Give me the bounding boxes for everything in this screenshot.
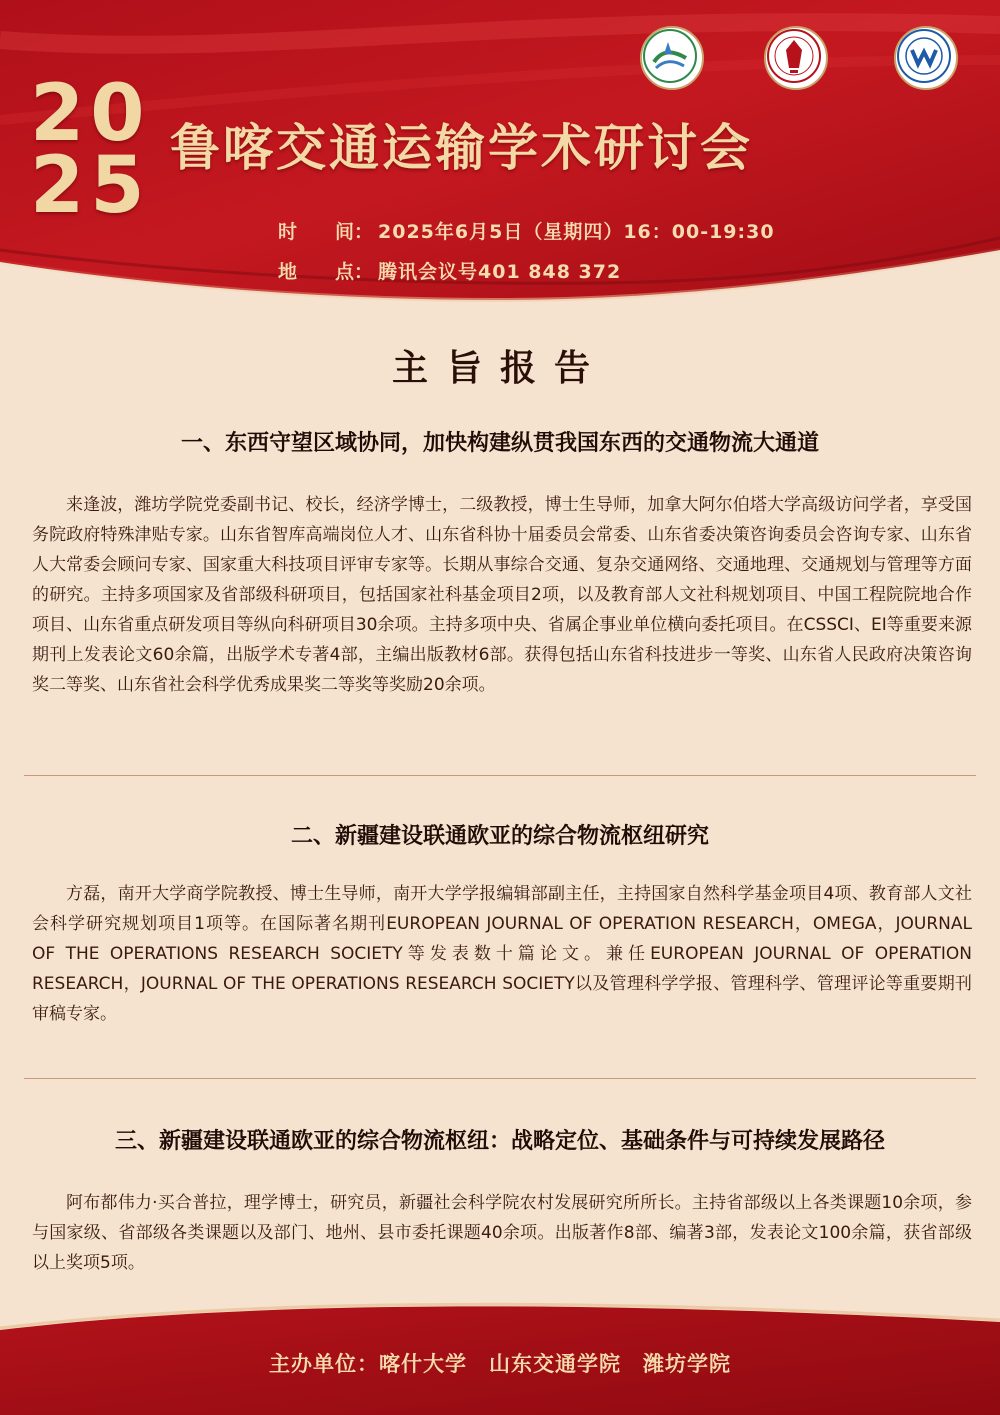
section-title: 主旨报告 bbox=[391, 348, 608, 389]
report-3-body: 阿布都伟力·买合普拉，理学博士，研究员，新疆社会科学院农村发展研究所所长。主持省部级以上各类课题10余项，参与国家级、省部级各类课题以及部门、地州、县市委托课题40余项。出版著作8部、编著3部，发表论文100余篇，获省部级以上奖项5项。 bbox=[32, 1193, 972, 1273]
logo-group bbox=[640, 26, 970, 96]
shandong-jiaotong-university-logo bbox=[764, 26, 828, 90]
kashi-university-logo bbox=[640, 26, 704, 90]
conference-year: 20 25 bbox=[30, 69, 151, 231]
time-value: 2025年6月5日（星期四）16：00-19:30 bbox=[378, 221, 775, 243]
meeting-time bbox=[278, 217, 775, 244]
report-2-body: 方磊，南开大学商学院教授、博士生导师，南开大学学报编辑部副主任，主持国家自然科学基金项目4项、教育部人文社会科学研究规划项目1项等。在国际著名期刊EUROPEAN JOURNAL OF OPERATION RESEARCH，OMEGA，JOURNAL OF THE OPERATIONS RESEARCH SOCIETY等发表数十篇论文。兼任EUROPEAN JOURNAL OF OPERATION RESEARCH，JOURNAL OF THE OPERATIONS RESEARCH SOCIETY以及管理科学学报、管理科学、管理评论等重要期刊审稿专家。 bbox=[32, 884, 972, 1024]
conference-title: 鲁喀交通运输学术研讨会 bbox=[170, 119, 753, 177]
report-1-body: 来逢波，潍坊学院党委副书记、校长，经济学博士，二级教授，博士生导师，加拿大阿尔伯塔大学高级访问学者，享受国务院政府特殊津贴专家。山东省智库高端岗位人才、山东省科协十届委员会常委、山东省委决策咨询委员会咨询专家、山东省人大常委会顾问专家、国家重大科技项目评审专家等。长期从事综合交通、复杂交通网络、交通地理、交通规划与管理等方面的研究。主持多项国家及省部级科研项目，包括国家社科基金项目2项，以及教育部人文社科规划项目、中国工程院院地合作项目、山东省重点研发项目等纵向科研项目30余项。主持多项中央、省属企事业单位横向委托项目。在CSSCI、EI等重要来源期刊上发表论文60余篇，出版学术专著4部，主编出版教材6部。获得包括山东省科技进步一等奖、山东省人民政府决策咨询奖二等奖、山东省社会科学优秀成果奖二等奖等奖励20余项。 bbox=[32, 495, 972, 695]
report-3-title: 三、新疆建设联通欧亚的综合物流枢纽：战略定位、基础条件与可持续发展路径 bbox=[114, 1129, 885, 1154]
place-value: 腾讯会议号401 848 372 bbox=[378, 261, 622, 283]
report-2-title: 二、新疆建设联通欧亚的综合物流枢纽研究 bbox=[290, 824, 709, 849]
meeting-place bbox=[278, 257, 621, 284]
weifang-university-logo bbox=[894, 26, 958, 90]
divider-2 bbox=[24, 1078, 976, 1079]
footer-banner bbox=[0, 1300, 1000, 1415]
report-1-title: 一、东西守望区域协同，加快构建纵贯我国东西的交通物流大通道 bbox=[180, 431, 819, 456]
time-label: 时 间： bbox=[278, 221, 374, 243]
header-banner bbox=[0, 0, 1000, 310]
organizer-text: 主办单位：喀什大学 山东交通学院 潍坊学院 bbox=[269, 1352, 731, 1376]
divider-1 bbox=[24, 775, 976, 776]
place-label: 地 点： bbox=[278, 261, 374, 283]
